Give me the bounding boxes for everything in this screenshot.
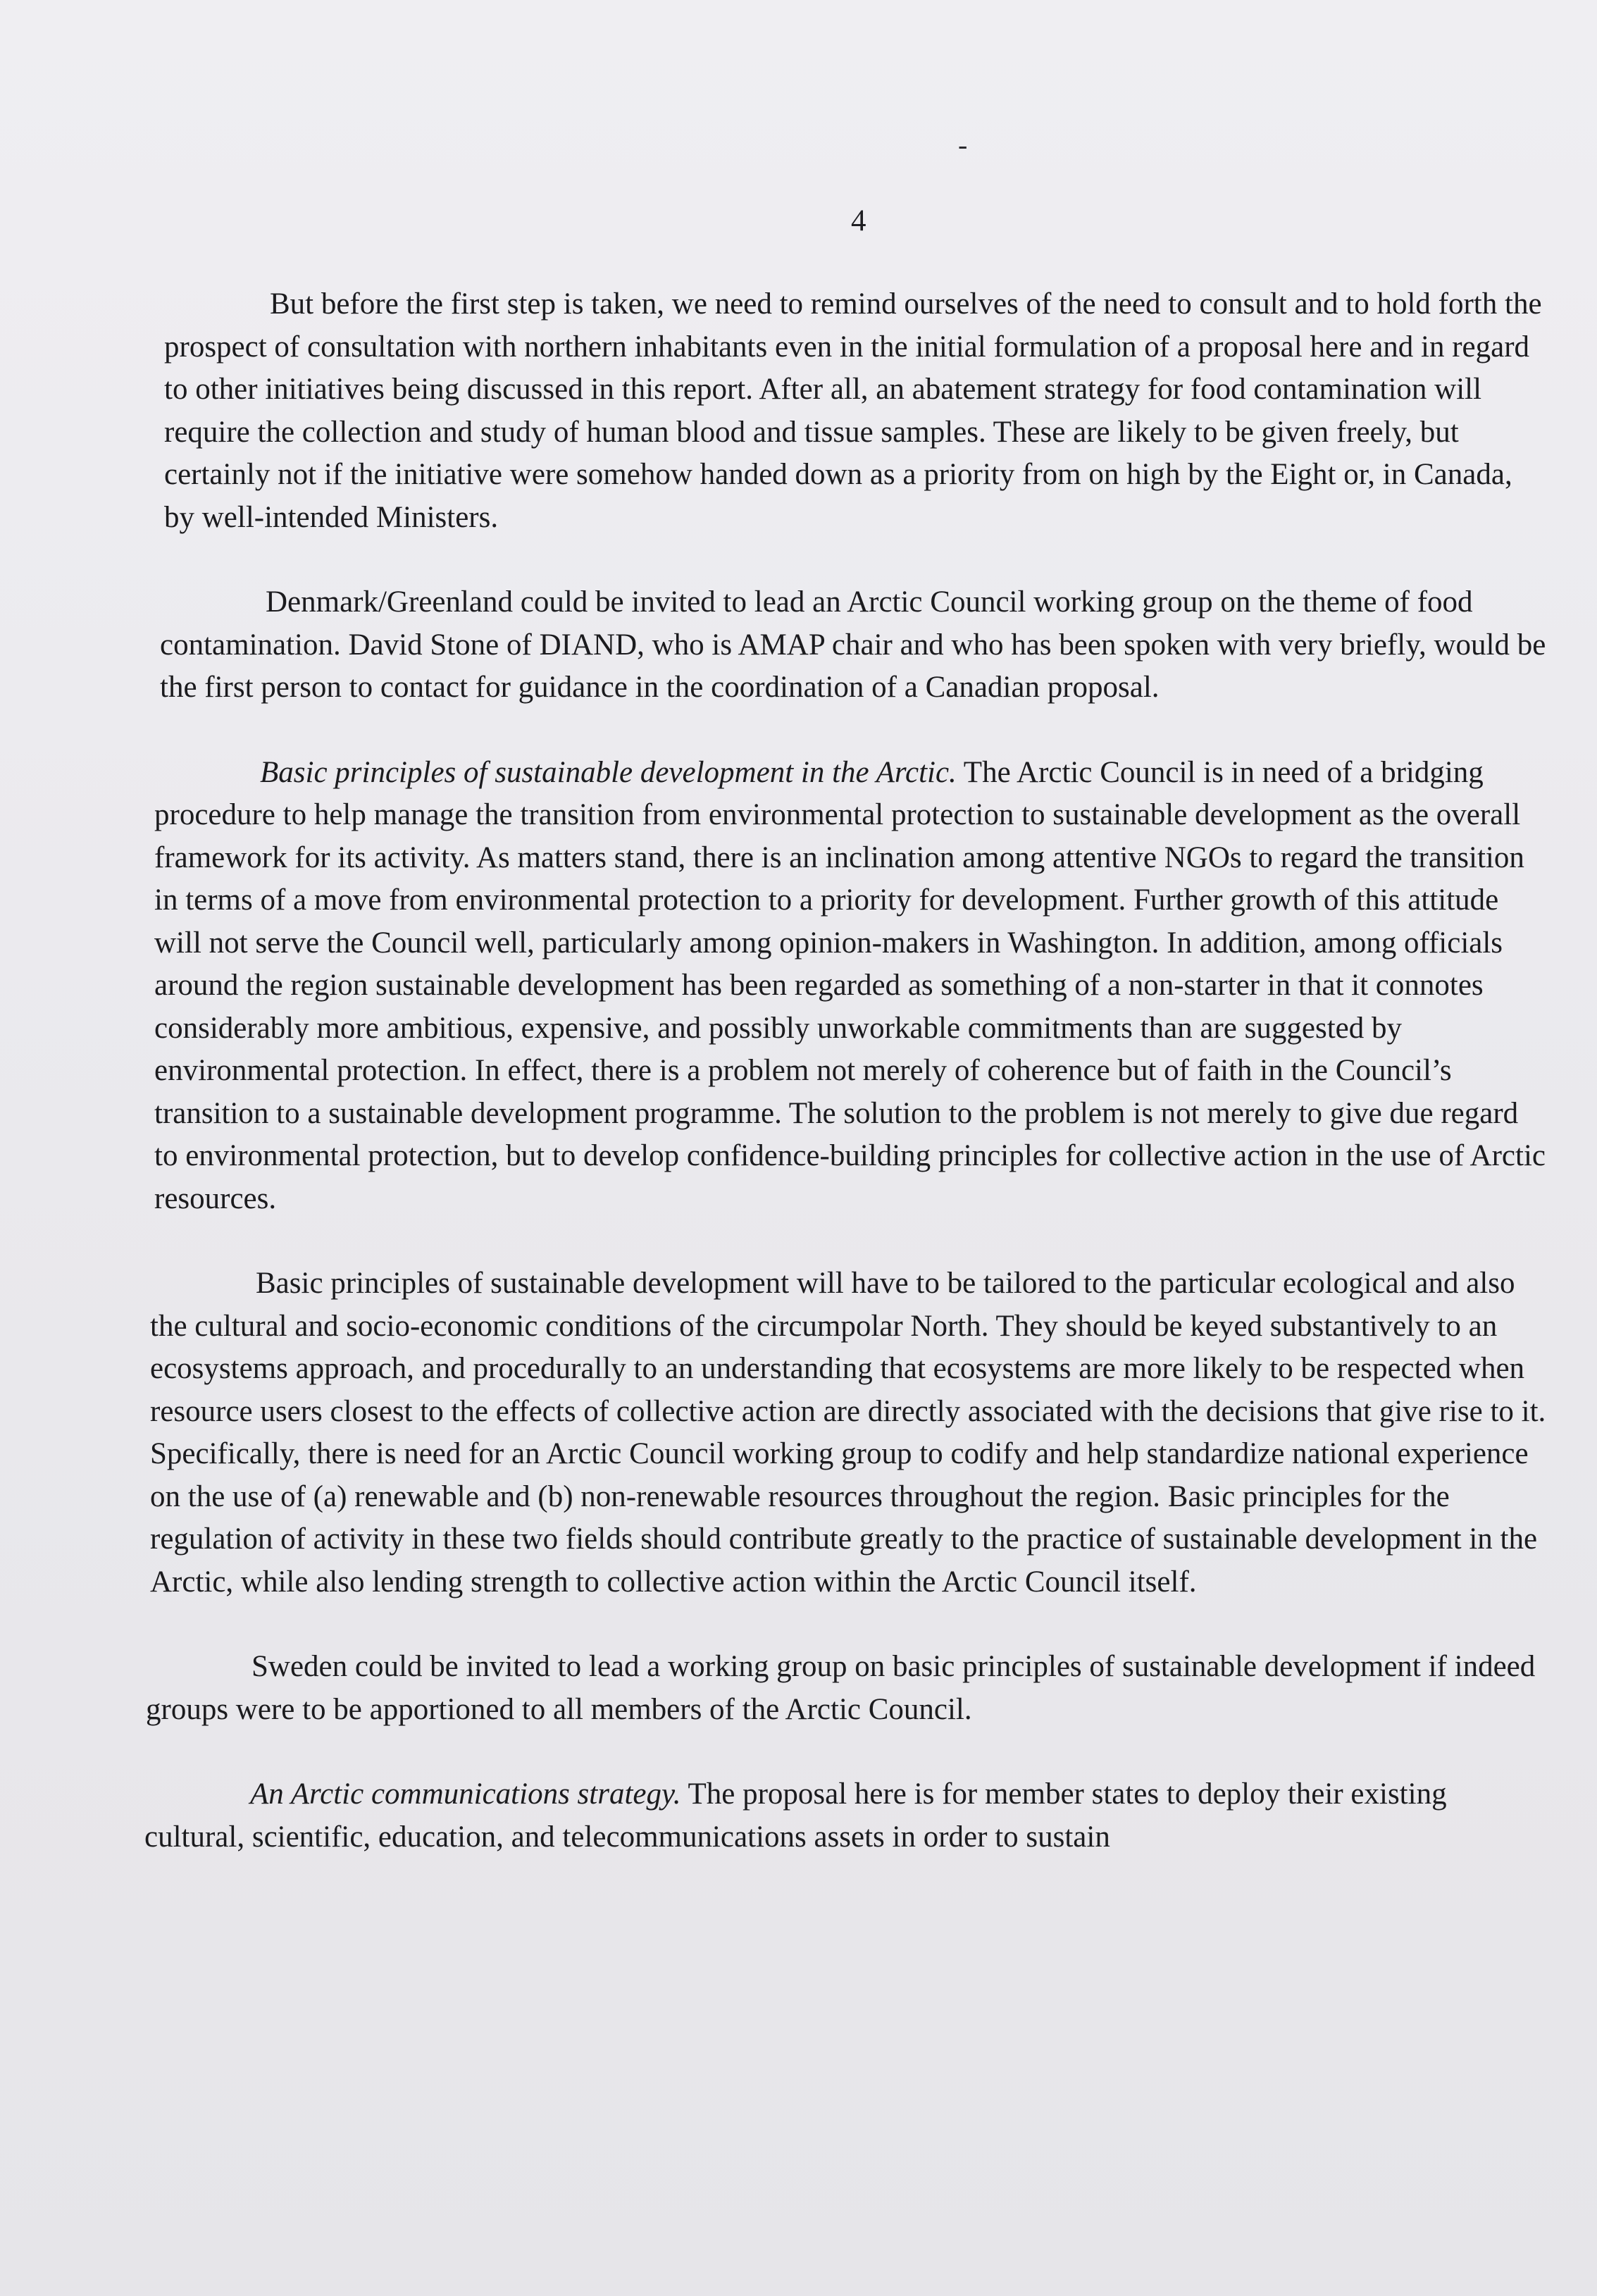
paragraph-text: Sweden could be invited to lead a working group on basic principles of sustainable development if indeed groups were to be apportioned to all members of the Arctic Council. xyxy=(146,1650,1536,1726)
paragraph-food-contamination xyxy=(160,581,1546,709)
paragraph-text: The proposal here is for member states to deploy their existing cultural, scientific, education, and telecommunications assets in order to sustain xyxy=(144,1777,1447,1854)
paragraph-consultation xyxy=(164,283,1546,539)
section-heading: An Arctic communications strategy. xyxy=(250,1777,681,1811)
page-number: 4 xyxy=(851,204,866,237)
paragraph-communications-strategy xyxy=(144,1773,1546,1858)
section-heading: Basic principles of sustainable development in the Arctic. xyxy=(260,755,957,789)
paragraph-text: Denmark/Greenland could be invited to lead an Arctic Council working group on the theme of food contamination. David Stone of DIAND, who is AMAP chair and who has been spoken with very briefly, would be the first person to contact for guidance in the coordination of a Canadian proposal. xyxy=(160,585,1546,704)
paragraph-text: But before the first step is taken, we need to remind ourselves of the need to consult and to hold forth the prospect of consultation with northern inhabitants even in the initial formulation of a proposal here and in regard to other initiatives being discussed in this report. After all, an abatement strategy for food contamination will require the collection and study of human blood and tissue samples. These are likely to be given freely, but certainly not if the initiative were somehow handed down as a priority from on high by the Eight or, in Canada, by well-intended Ministers. xyxy=(164,287,1542,534)
paragraph-text: Basic principles of sustainable development will have to be tailored to the particular ecological and also the cultural and socio-economic conditions of the circumpolar North. They should be keyed substantively to an ecosystems approach, and procedurally to an understanding that ecosystems are more likely to be respected when resource users closest to the effects of collective action are directly associated with the decisions that give rise to it. Specifically, there is need for an Arctic Council working group to codify and help standardize national experience on the use of (a) renewable and (b) non-renewable resources throughout the region. Basic principles for the regulation of activity in these two fields should contribute greatly to the practice of sustainable development in the Arctic, while also lending strength to collective action within the Arctic Council itself. xyxy=(150,1267,1546,1599)
paragraph-basic-principles xyxy=(154,752,1546,1221)
top-mark: - xyxy=(958,129,968,161)
paragraph-text: The Arctic Council is in need of a bridging procedure to help manage the transition from environmental protection to sustainable development as the overall framework for its activity. As matters stand, there is an inclination among attentive NGOs to regard the transition in terms of a move from environmental protection to a priority for development. Further growth of this attitude will not serve the Council well, particularly among opinion-makers in Washington. In addition, among officials around the region sustainable development has been regarded as something of a non-starter in that it connotes considerably more ambitious, expensive, and possibly unworkable commitments than are suggested by environmental protection. In effect, there is a problem not merely of coherence but of faith in the Council’s transition to a sustainable development programme. The solution to the problem is not merely to give due regard to environmental protection, but to develop confidence-building principles for collective action in the use of Arctic resources. xyxy=(154,755,1546,1215)
body-text xyxy=(144,283,1546,1901)
paragraph-sweden xyxy=(146,1646,1546,1731)
paragraph-tailored-principles xyxy=(150,1262,1546,1603)
